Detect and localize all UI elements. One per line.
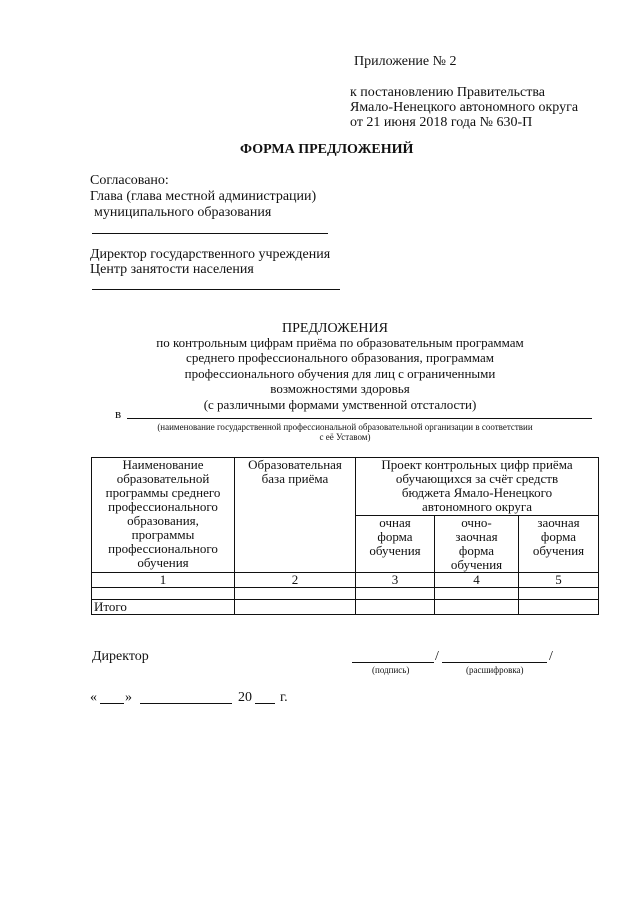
director-title-line-2: Центр занятости населения xyxy=(90,262,254,277)
director-signature-line xyxy=(92,289,340,290)
total-label: Итого xyxy=(92,600,235,615)
head-title-line-2: муниципального образования xyxy=(94,205,272,220)
column-number: 1 xyxy=(92,573,235,588)
appendix-title: Приложение № 2 xyxy=(354,54,457,69)
director-label: Директор xyxy=(92,649,149,664)
date-year-line xyxy=(255,703,275,704)
director-title-line-1: Директор государственного учреждения xyxy=(90,247,331,262)
date-quote-close: » xyxy=(125,690,132,705)
proposals-table xyxy=(91,457,599,615)
head-title-line-1: Глава (глава местной администрации) xyxy=(90,189,317,204)
column-number: 5 xyxy=(519,573,599,588)
signature-slash-1: / xyxy=(435,649,439,664)
date-year-prefix: 20 xyxy=(238,690,252,705)
proposals-heading: ПРЕДЛОЖЕНИЯ xyxy=(282,321,388,336)
head-signature-line xyxy=(92,233,328,234)
column-number: 3 xyxy=(356,573,435,588)
decode-caption: (расшифровка) xyxy=(466,665,524,675)
header-part-time: очно- заочная форма обучения xyxy=(435,516,519,573)
proposals-line-5: (с различными формами умственной отсталости) xyxy=(203,397,477,412)
column-number: 2 xyxy=(235,573,356,588)
table-row xyxy=(92,588,599,600)
header-education-base: Образовательная база приёма xyxy=(235,458,356,573)
signature-slash-2: / xyxy=(549,649,553,664)
proposals-line-1: по контрольным цифрам приёма по образовательным программам xyxy=(156,335,524,350)
in-prefix: в xyxy=(115,406,122,421)
organization-name-line xyxy=(127,418,592,419)
header-admission-project: Проект контрольных цифр приёма обучающихся за счёт средств бюджета Ямало-Ненецкого автономного округа xyxy=(356,458,599,516)
column-number: 4 xyxy=(435,573,519,588)
appendix-line-3: от 21 июня 2018 года № 630-П xyxy=(350,115,533,130)
date-quote-open: « xyxy=(90,690,97,705)
appendix-line-2: Ямало-Ненецкого автономного округа xyxy=(350,100,579,115)
column-numbers-row xyxy=(92,573,599,588)
organization-caption-line-2: с её Уставом) xyxy=(319,432,371,442)
signature-line xyxy=(352,662,434,663)
proposals-line-4: возможностями здоровья xyxy=(270,381,410,396)
organization-caption-line-1: (наименование государственной профессиональной образовательной организации в соответствии xyxy=(157,422,533,432)
header-extramural: заочная форма обучения xyxy=(519,516,599,573)
decode-line xyxy=(442,662,547,663)
signature-caption: (подпись) xyxy=(372,665,410,675)
total-row xyxy=(92,600,599,615)
agreed-label: Согласовано: xyxy=(90,173,169,188)
header-full-time: очная форма обучения xyxy=(356,516,435,573)
proposals-line-3: профессионального обучения для лиц с ограниченными xyxy=(184,366,496,381)
form-title: ФОРМА ПРЕДЛОЖЕНИЙ xyxy=(240,142,414,157)
date-month-line xyxy=(140,703,232,704)
appendix-line-1: к постановлению Правительства xyxy=(350,85,546,100)
header-program-name: Наименование образовательной программы среднего профессионального образования, программы профессионального обучения xyxy=(92,458,235,573)
date-year-suffix: г. xyxy=(280,690,288,705)
date-day-line xyxy=(100,703,124,704)
proposals-line-2: среднего профессионального образования, программам xyxy=(186,350,494,365)
